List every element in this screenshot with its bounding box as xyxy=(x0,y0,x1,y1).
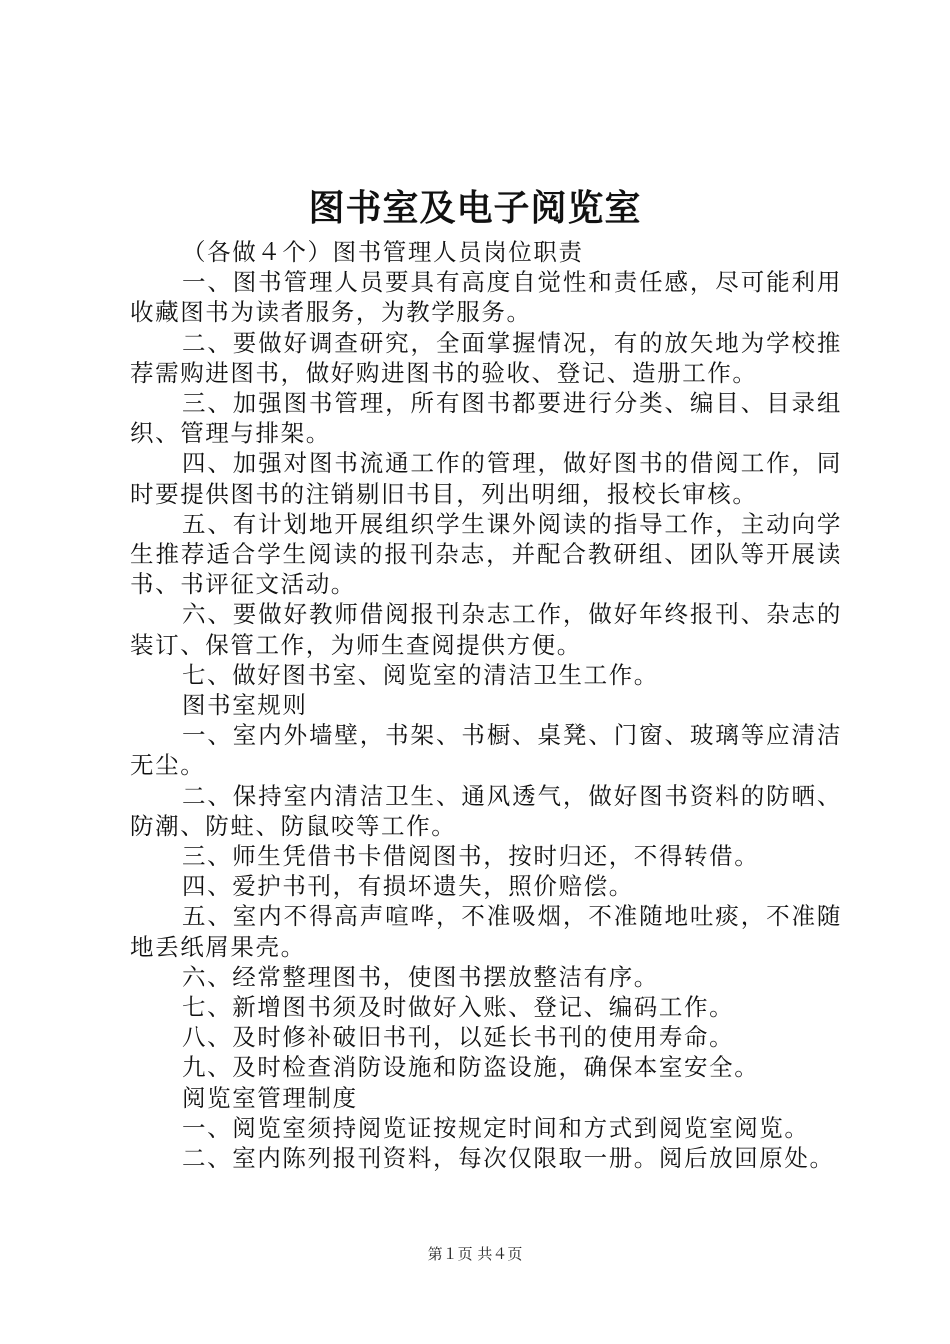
paragraph: 一、阅览室须持阅览证按规定时间和方式到阅览室阅览。 xyxy=(182,1113,810,1142)
paragraph: 二、保持室内清洁卫生、通风透气，做好图书资料的防晒、防潮、防蛀、防鼠咬等工作。 xyxy=(130,781,842,840)
paragraph: 九、及时检查消防设施和防盗设施，确保本室安全。 xyxy=(182,1053,760,1082)
section-heading: 图书室规则 xyxy=(182,691,308,720)
paragraph: 三、师生凭借书卡借阅图书，按时归还，不得转借。 xyxy=(182,842,760,871)
paragraph: 七、新增图书须及时做好入账、登记、编码工作。 xyxy=(182,993,735,1022)
section-heading: 阅览室管理制度 xyxy=(182,1083,358,1112)
paragraph: 七、做好图书室、阅览室的清洁卫生工作。 xyxy=(182,660,659,689)
document-title: 图书室及电子阅览室 xyxy=(308,187,642,229)
paragraph: 六、要做好教师借阅报刊杂志工作，做好年终报刊、杂志的装订、保管工作，为师生查阅提供方便。 xyxy=(130,600,842,659)
paragraph: 二、室内陈列报刊资料，每次仅限取一册。阅后放回原处。 xyxy=(182,1144,835,1173)
paragraph: 三、加强图书管理，所有图书都要进行分类、编目、目录组织、管理与排架。 xyxy=(130,389,842,448)
document-body xyxy=(130,237,842,1173)
paragraph: 一、图书管理人员要具有高度自觉性和责任感，尽可能利用收藏图书为读者服务，为教学服务。 xyxy=(130,268,842,327)
paragraph: 四、加强对图书流通工作的管理，做好图书的借阅工作，同时要提供图书的注销剔旧书目，列出明细，报校长审核。 xyxy=(130,449,842,508)
paragraph: （各做４个）图书管理人员岗位职责 xyxy=(182,238,584,266)
paragraph: 二、要做好调查研究，全面掌握情况，有的放矢地为学校推荐需购进图书，做好购进图书的验收、登记、造册工作。 xyxy=(130,328,842,387)
paragraph: 八、及时修补破旧书刊，以延长书刊的使用寿命。 xyxy=(182,1023,735,1052)
paragraph: 一、室内外墙壁，书架、书橱、桌凳、门窗、玻璃等应清洁无尘。 xyxy=(130,721,842,780)
paragraph: 六、经常整理图书，使图书摆放整洁有序。 xyxy=(182,962,659,991)
paragraph: 五、有计划地开展组织学生课外阅读的指导工作，主动向学生推荐适合学生阅读的报刊杂志，并配合教研组、团队等开展读书、书评征文活动。 xyxy=(130,509,842,599)
paragraph: 五、室内不得高声喧哗，不准吸烟，不准随地吐痰，不准随地丢纸屑果壳。 xyxy=(130,902,842,961)
paragraph: 四、爱护书刊，有损坏遗失，照价赔偿。 xyxy=(182,872,634,901)
page-footer: 第１页 共４页 xyxy=(427,1245,523,1263)
